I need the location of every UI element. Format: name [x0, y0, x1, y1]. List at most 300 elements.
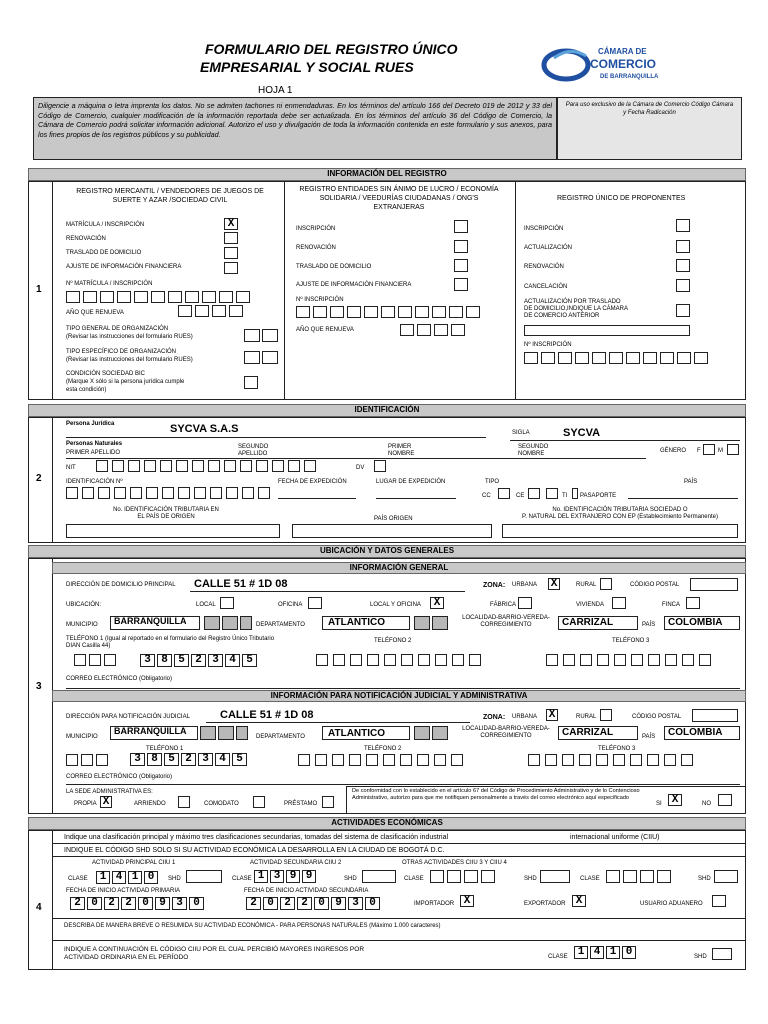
- persona-juridica-value[interactable]: SYCVA S.A.S: [170, 423, 239, 435]
- tel2-box[interactable]: [418, 654, 430, 666]
- s1-col2-check[interactable]: [454, 278, 468, 291]
- fecha-sec-box[interactable]: 2: [246, 897, 261, 910]
- tel2b-box[interactable]: [451, 754, 463, 766]
- fecha-sec-box[interactable]: 9: [331, 897, 346, 910]
- s1-col1-label: MATRÍCULA / INSCRIPCIÓN: [66, 222, 145, 228]
- s1-col3-label: Nº INSCRIPCIÓN: [524, 342, 572, 348]
- pais-origen-box[interactable]: [292, 524, 492, 538]
- mun-code-box[interactable]: [240, 616, 252, 630]
- ciiu3-box[interactable]: [430, 870, 444, 883]
- fecha-sec-box[interactable]: 0: [314, 897, 329, 910]
- fecha-ppal-box[interactable]: 0: [87, 897, 102, 910]
- fabrica-box[interactable]: [518, 597, 532, 609]
- s1-col3-label: ACTUALIZACIÓN: [524, 245, 573, 251]
- trib-ep-1: No. IDENTIFICACIÓN TRIBUTARIA SOCIEDAD O: [552, 507, 688, 513]
- comodato-label: COMODATO: [204, 801, 239, 807]
- tel3-label: TELÉFONO 3: [612, 638, 650, 644]
- s1-col1-check[interactable]: [224, 232, 238, 244]
- s4-line-4: [52, 940, 746, 941]
- tel2b-box[interactable]: [434, 754, 446, 766]
- nit-box[interactable]: [112, 460, 124, 472]
- dep-code-box[interactable]: [432, 616, 448, 630]
- matricula-box[interactable]: X: [224, 218, 238, 230]
- ce-box[interactable]: [528, 488, 540, 499]
- id-number-box[interactable]: [130, 487, 142, 499]
- ciiu3-box[interactable]: [447, 870, 461, 883]
- fecha-ppal-box[interactable]: 0: [138, 897, 153, 910]
- fecha-ppal-box[interactable]: 3: [172, 897, 187, 910]
- tel1b-digit-box[interactable]: 4: [215, 753, 230, 766]
- inscripcion3-num-box[interactable]: [677, 352, 691, 364]
- no-box[interactable]: [718, 794, 732, 806]
- shd-box-3[interactable]: [540, 870, 570, 883]
- vivienda-label: VIVIENDA: [576, 602, 605, 608]
- id-number-box[interactable]: [66, 487, 78, 499]
- segundo-apellido-label: SEGUNDO APELLIDO: [238, 444, 269, 457]
- ciiu1-box[interactable]: 1: [128, 871, 142, 884]
- tel3b-box[interactable]: [596, 754, 608, 766]
- si-label: SI: [656, 801, 662, 807]
- s1-col3-label: RENOVACIÓN: [524, 264, 564, 270]
- localidad-value[interactable]: CARRIZAL: [562, 617, 614, 628]
- clase-label-3: CLASE: [404, 876, 424, 882]
- inscripcion3-num-box[interactable]: [575, 352, 589, 364]
- otras-actividades-label: OTRAS ACTIVIDADES CIIU 3 Y CIIU 4: [402, 860, 507, 866]
- s1-col3-check[interactable]: [676, 259, 690, 272]
- vivienda-box[interactable]: [612, 597, 626, 609]
- id-number-box[interactable]: [98, 487, 110, 499]
- shd-box-1[interactable]: [186, 870, 222, 883]
- ciiu4-box[interactable]: [657, 870, 671, 883]
- municipio-value-2[interactable]: BARRANQUILLA: [114, 726, 187, 736]
- tel2b-box[interactable]: [366, 754, 378, 766]
- arriendo-label: ARRIENDO: [134, 801, 166, 807]
- matricula-num-box[interactable]: [83, 291, 97, 303]
- inscripcion-num-box[interactable]: [313, 306, 327, 318]
- rural-box-2[interactable]: [600, 709, 612, 721]
- s1-col2-check[interactable]: [454, 259, 468, 272]
- urbana-label-2: URBANA: [512, 714, 538, 720]
- tel1-blank-box[interactable]: [89, 654, 101, 666]
- mayores-ciiu-box[interactable]: 0: [622, 946, 636, 959]
- inscripcion-num-box[interactable]: [466, 306, 480, 318]
- cpostal-label: CÓDIGO POSTAL: [630, 582, 680, 588]
- ti-box[interactable]: [546, 488, 558, 499]
- fecha-exp-line: [278, 498, 356, 499]
- tel3b-box[interactable]: [681, 754, 693, 766]
- pasaporte-box[interactable]: [572, 488, 578, 499]
- s1-col2-label: AJUSTE DE INFORMACIÓN FINANCIERA: [296, 282, 412, 288]
- tel2-box[interactable]: [469, 654, 481, 666]
- tel1-digit-box[interactable]: 3: [208, 654, 223, 667]
- tel2b-box[interactable]: [332, 754, 344, 766]
- s4-line-3: [52, 918, 746, 919]
- tel1b-digit-box[interactable]: 5: [232, 753, 247, 766]
- ciiu2-box[interactable]: 9: [302, 870, 316, 883]
- fecha-sec-box[interactable]: 0: [365, 897, 380, 910]
- genero-m-box[interactable]: [727, 444, 739, 455]
- office-use-text: Para uso exclusivo de la Cámara de Comercio Código Cámara y Fecha Radicación: [565, 102, 734, 116]
- mun-code-box[interactable]: [204, 616, 220, 630]
- mayores-ciiu-box[interactable]: 4: [590, 946, 604, 959]
- tel2b-box[interactable]: [417, 754, 429, 766]
- tel3b-box[interactable]: [528, 754, 540, 766]
- camara-anterior-box[interactable]: [524, 325, 690, 336]
- fecha-sec-box[interactable]: 2: [297, 897, 312, 910]
- tel1-digit-box[interactable]: 5: [174, 654, 189, 667]
- s1-col2-head: REGISTRO ENTIDADES SIN ÁNIMO DE LUCRO / ECONOMÍA SOLIDARIA / VEEDURÍAS CIUDADANAS / ONG'S EXTRANJERAS: [299, 186, 499, 211]
- matricula-num-box[interactable]: [151, 291, 165, 303]
- personas-naturales-label: Personas Naturales: [66, 441, 123, 447]
- nit-box[interactable]: [288, 460, 300, 472]
- s1-col2-check[interactable]: [454, 240, 468, 253]
- tel2-box[interactable]: [367, 654, 379, 666]
- nit-box[interactable]: [208, 460, 220, 472]
- tel2b-box[interactable]: [400, 754, 412, 766]
- mayores-2: ACTIVIDAD ORDINARIA EN EL PERÍODO: [64, 954, 189, 961]
- tel3-box[interactable]: [563, 654, 575, 666]
- tel3b-box[interactable]: [647, 754, 659, 766]
- anio-renueva-box[interactable]: [178, 305, 192, 317]
- nit-box[interactable]: [304, 460, 316, 472]
- trib-ep-box[interactable]: [502, 524, 738, 538]
- tel3-box[interactable]: [580, 654, 592, 666]
- form-title-line2: EMPRESARIAL Y SOCIAL RUES: [200, 59, 414, 75]
- tel3b-box[interactable]: [579, 754, 591, 766]
- fecha-ppal-box[interactable]: 9: [155, 897, 170, 910]
- nit-box[interactable]: [128, 460, 140, 472]
- id-number-box[interactable]: [258, 487, 270, 499]
- nit-box[interactable]: [256, 460, 268, 472]
- tel3-box[interactable]: [614, 654, 626, 666]
- s1-org-box[interactable]: [262, 351, 278, 364]
- tel2-box[interactable]: [401, 654, 413, 666]
- s1-org-box[interactable]: [244, 351, 260, 364]
- subbar-notificacion: INFORMACIÓN PARA NOTIFICACIÓN JUDICIAL Y ADMINISTRATIVA: [52, 690, 746, 702]
- tel2b-box[interactable]: [298, 754, 310, 766]
- inscripcion-num-box[interactable]: [381, 306, 395, 318]
- anio-renueva2-box[interactable]: [400, 324, 414, 336]
- correo-line-2: [66, 784, 740, 785]
- tel3-box[interactable]: [699, 654, 711, 666]
- pais-value-1[interactable]: COLOMBIA: [668, 617, 723, 628]
- propia-label: PROPIA: [74, 801, 97, 807]
- inscripcion-num-box[interactable]: [364, 306, 378, 318]
- bic-box[interactable]: [244, 376, 258, 389]
- municipio-value[interactable]: BARRANQUILLA: [114, 616, 187, 626]
- ciiu1-box[interactable]: 1: [96, 871, 110, 884]
- matricula-num-box[interactable]: [202, 291, 216, 303]
- nit-box[interactable]: [160, 460, 172, 472]
- prestamo-box[interactable]: [322, 796, 334, 808]
- shd-label-2: SHD: [344, 876, 357, 882]
- nit-box[interactable]: [176, 460, 188, 472]
- s1-col1-label: TRASLADO DE DOMICILIO: [66, 250, 142, 256]
- departamento-value[interactable]: ATLANTICO: [328, 617, 386, 628]
- tel2-label: TELÉFONO 2: [374, 638, 412, 644]
- tel1-digit-box[interactable]: 4: [225, 654, 240, 667]
- no-label: NO: [702, 801, 711, 807]
- mun-code-box-2[interactable]: [218, 726, 234, 740]
- mayores-ingresos-label: [64, 946, 364, 962]
- tel1-digit-box[interactable]: 8: [157, 654, 172, 667]
- inscripcion-num-box[interactable]: [347, 306, 361, 318]
- ciiu4-box[interactable]: [606, 870, 620, 883]
- nit-box[interactable]: [96, 460, 108, 472]
- tel3b-box[interactable]: [562, 754, 574, 766]
- cc-box[interactable]: [498, 488, 510, 499]
- cc-label: CC: [482, 493, 491, 499]
- notice-text: Diligencie a máquina o letra imprenta los datos. No se admiten tachones ni enmendaduras. En los términos del artículo 166 del Decreto 019 de 2012 y 33 del Código de Comercio, cualquier modificación de la información reportada debe ser actualizada. En los términos del artículo 36 del Código de Comercio, la Cámara de Comercio podrá solicitar información adicional. Autorizo el uso y divulgación de toda la información contenida en este formulario y sus anexos, para los fines propios de los registros públicos y su publicidad.: [38, 101, 552, 139]
- tel2-box[interactable]: [384, 654, 396, 666]
- tel1b-blank-box[interactable]: [66, 754, 78, 766]
- shd-label-4: SHD: [698, 876, 711, 882]
- shd-box-4[interactable]: [714, 870, 738, 883]
- tel3b-box[interactable]: [613, 754, 625, 766]
- s1-col1-label: (Revisar las instrucciones del formulario RUES): [66, 357, 193, 363]
- inscripcion3-num-box[interactable]: [643, 352, 657, 364]
- urbana-box[interactable]: X: [548, 578, 560, 590]
- tel2b-box[interactable]: [383, 754, 395, 766]
- s1-col3-check[interactable]: [676, 304, 690, 317]
- ciiu3-box[interactable]: [464, 870, 478, 883]
- id-number-box[interactable]: [114, 487, 126, 499]
- nit-box[interactable]: [272, 460, 284, 472]
- tel1-digit-box[interactable]: 5: [242, 654, 257, 667]
- arriendo-box[interactable]: [178, 796, 190, 808]
- mun-code-box-2[interactable]: [200, 726, 216, 740]
- tel2-box[interactable]: [435, 654, 447, 666]
- primer-apellido-label: PRIMER APELLIDO: [66, 450, 121, 456]
- inscripcion-num-box[interactable]: [449, 306, 463, 318]
- mayores-shd-box[interactable]: [712, 948, 732, 960]
- fecha-ppal-box[interactable]: 0: [189, 897, 204, 910]
- mun-code-box-2[interactable]: [236, 726, 248, 740]
- s1-col2-label: INSCRIPCIÓN: [296, 226, 336, 232]
- genero-label: GÉNERO: [660, 448, 687, 454]
- localidad-value-2[interactable]: CARRIZAL: [562, 727, 614, 738]
- fecha-ppal-box[interactable]: 2: [104, 897, 119, 910]
- prestamo-label: PRÉSTAMO: [284, 801, 318, 807]
- mayores-ciiu-box[interactable]: 1: [574, 946, 588, 959]
- tel1b-digit-box[interactable]: 3: [198, 753, 213, 766]
- genero-f-box[interactable]: [703, 444, 715, 455]
- anio-renueva2-box[interactable]: [434, 324, 448, 336]
- nit-box[interactable]: [240, 460, 252, 472]
- s1-org-box[interactable]: [244, 329, 260, 342]
- rural-label: RURAL: [576, 582, 597, 588]
- id-number-box[interactable]: [194, 487, 206, 499]
- tel1b-blank-box[interactable]: [81, 754, 93, 766]
- tel3b-box[interactable]: [664, 754, 676, 766]
- si-box[interactable]: X: [668, 794, 682, 806]
- tel1b-digit-box[interactable]: 3: [130, 753, 145, 766]
- fecha-sec-box[interactable]: 3: [348, 897, 363, 910]
- pais-value-2[interactable]: COLOMBIA: [668, 727, 723, 738]
- s1-col2-check[interactable]: [454, 220, 468, 233]
- departamento-label-2: DEPARTAMENTO: [256, 734, 305, 740]
- local-oficina-box[interactable]: X: [430, 597, 444, 609]
- nit-box[interactable]: [224, 460, 236, 472]
- tel2b-box[interactable]: [315, 754, 327, 766]
- tel1b-digit-box[interactable]: 8: [147, 753, 162, 766]
- id-number-box[interactable]: [162, 487, 174, 499]
- tel2b-box[interactable]: [349, 754, 361, 766]
- inscripcion3-num-box[interactable]: [592, 352, 606, 364]
- dir-not-value[interactable]: CALLE 51 # 1D 08: [220, 709, 314, 721]
- tel3-box[interactable]: [648, 654, 660, 666]
- form-title-line1: FORMULARIO DEL REGISTRO ÚNICO: [205, 41, 458, 57]
- inscripcion-num-box[interactable]: [296, 306, 310, 318]
- tel3-box[interactable]: [597, 654, 609, 666]
- ciiu4-box[interactable]: [623, 870, 637, 883]
- finca-box[interactable]: [686, 597, 700, 609]
- fecha-ppal-box[interactable]: 2: [70, 897, 85, 910]
- dep-code-box-2[interactable]: [414, 726, 430, 740]
- trib-ep-label: [500, 507, 740, 521]
- clase-label-4: CLASE: [580, 876, 600, 882]
- id-number-box[interactable]: [242, 487, 254, 499]
- tel1b-digit-box[interactable]: 5: [164, 753, 179, 766]
- persona-juridica-label: Persona Jurídica: [66, 421, 115, 427]
- departamento-value-2[interactable]: ATLANTICO: [328, 728, 386, 739]
- fecha-ppal-box[interactable]: 2: [121, 897, 136, 910]
- mun-code-box[interactable]: [222, 616, 238, 630]
- matricula-num-box[interactable]: [134, 291, 148, 303]
- trib-origen-box[interactable]: [66, 524, 280, 538]
- s1-org-box[interactable]: [262, 329, 278, 342]
- matricula-num-box[interactable]: [66, 291, 80, 303]
- comodato-box[interactable]: [253, 796, 265, 808]
- inscripcion3-num-box[interactable]: [558, 352, 572, 364]
- inscripcion3-num-box[interactable]: [609, 352, 623, 364]
- ciiu3-box[interactable]: [481, 870, 495, 883]
- nit-box[interactable]: [144, 460, 156, 472]
- dir-value[interactable]: CALLE 51 # 1D 08: [194, 578, 288, 590]
- id-number-box[interactable]: [210, 487, 222, 499]
- local-box[interactable]: [220, 597, 234, 609]
- matricula-num-box[interactable]: [100, 291, 114, 303]
- tel3b-box[interactable]: [630, 754, 642, 766]
- tel2-box[interactable]: [350, 654, 362, 666]
- tel1b-blank-box[interactable]: [96, 754, 108, 766]
- s1-col3-check[interactable]: [676, 240, 690, 253]
- tel1-digit-box[interactable]: 2: [191, 654, 206, 667]
- dep-code-box[interactable]: [414, 616, 430, 630]
- trib-origen-1: No. IDENTIFICACIÓN TRIBUTARIA EN: [113, 507, 219, 513]
- importador-box[interactable]: X: [460, 895, 474, 907]
- tel2-box[interactable]: [316, 654, 328, 666]
- id-number-box[interactable]: [226, 487, 238, 499]
- tel1b-digit-box[interactable]: 2: [181, 753, 196, 766]
- ubicacion-label: UBICACIÓN:: [66, 602, 102, 608]
- tel1-digit-box[interactable]: 3: [140, 654, 155, 667]
- tel1-blank-box[interactable]: [74, 654, 86, 666]
- tel3-box[interactable]: [682, 654, 694, 666]
- ciiu4-box[interactable]: [640, 870, 654, 883]
- oficina-box[interactable]: [308, 597, 322, 609]
- sigla-value[interactable]: SYCVA: [563, 427, 601, 439]
- inscripcion-num-box[interactable]: [330, 306, 344, 318]
- s1-col1-label: esta condición): [66, 387, 107, 393]
- s4-line-2: [52, 856, 746, 857]
- shd-box-2[interactable]: [362, 870, 396, 883]
- cpostal-box-2[interactable]: [692, 709, 738, 722]
- anio-renueva-box[interactable]: [212, 305, 226, 317]
- tel3-box[interactable]: [665, 654, 677, 666]
- ciiu2-box[interactable]: 3: [270, 870, 284, 883]
- logo-text-3: DE BARRANQUILLA: [600, 74, 659, 80]
- id-number-box[interactable]: [178, 487, 190, 499]
- matricula-num-box[interactable]: [185, 291, 199, 303]
- matricula-num-box[interactable]: [219, 291, 233, 303]
- tel2-box[interactable]: [333, 654, 345, 666]
- s1-col1-check[interactable]: [224, 247, 238, 259]
- ciiu1-box[interactable]: 0: [144, 871, 158, 884]
- urbana-box-2[interactable]: X: [546, 709, 558, 721]
- shd-note: INDIQUE EL CÓDIGO SHD SOLO SI SU ACTIVIDAD ECONÓMICA LA DESARROLLA EN LA CIUDAD DE BOGOTÁ D.C.: [64, 847, 445, 854]
- inscripcion3-num-box[interactable]: [660, 352, 674, 364]
- usuario-aduanero-box[interactable]: [712, 895, 726, 907]
- matricula-num-box[interactable]: [236, 291, 250, 303]
- s1-col3-label: CANCELACIÓN: [524, 284, 568, 290]
- ciiu1-box[interactable]: 4: [112, 871, 126, 884]
- id-number-box[interactable]: [146, 487, 158, 499]
- inscripcion3-num-box[interactable]: [524, 352, 538, 364]
- anio-renueva-box[interactable]: [195, 305, 209, 317]
- fecha-sec-box[interactable]: 2: [280, 897, 295, 910]
- cpostal-box[interactable]: [690, 578, 738, 591]
- dv-box[interactable]: [374, 460, 386, 472]
- inscripcion-num-box[interactable]: [398, 306, 412, 318]
- s1-col1-check[interactable]: [224, 262, 238, 274]
- tel3-box[interactable]: [546, 654, 558, 666]
- trib-origen-2: EL PAÍS DE ORIGEN: [137, 514, 195, 520]
- tel2-box[interactable]: [452, 654, 464, 666]
- s1-col3-check[interactable]: [676, 219, 690, 232]
- inscripcion-num-box[interactable]: [415, 306, 429, 318]
- ciiu2-box[interactable]: 9: [286, 870, 300, 883]
- inscripcion-num-box[interactable]: [432, 306, 446, 318]
- fecha-expedicion-label: FECHA DE EXPEDICIÓN: [278, 479, 347, 485]
- s1-col3-label: DE DOMICILIO,INDIQUE LA CÁMARA: [524, 306, 629, 312]
- inscripcion3-num-box[interactable]: [626, 352, 640, 364]
- anio-renueva2-box[interactable]: [417, 324, 431, 336]
- clase-label-2: CLASE: [232, 876, 252, 882]
- anio-renueva2-box[interactable]: [451, 324, 465, 336]
- exportador-box[interactable]: X: [572, 895, 586, 907]
- nit-box[interactable]: [192, 460, 204, 472]
- dir-not-label: DIRECCIÓN PARA NOTIFICACIÓN JUDICIAL: [66, 714, 190, 720]
- tel3b-box[interactable]: [545, 754, 557, 766]
- s1-col3-label: ACTUALIZACIÓN POR TRASLADO: [524, 299, 621, 305]
- tel3-box[interactable]: [631, 654, 643, 666]
- matricula-num-box[interactable]: [168, 291, 182, 303]
- inscripcion3-num-box[interactable]: [694, 352, 708, 364]
- id-number-box[interactable]: [82, 487, 94, 499]
- tel1-blank-box[interactable]: [104, 654, 116, 666]
- matricula-num-box[interactable]: [117, 291, 131, 303]
- mayores-ciiu-box[interactable]: 1: [606, 946, 620, 959]
- ciiu2-box[interactable]: 1: [254, 870, 268, 883]
- propia-box[interactable]: X: [100, 796, 112, 808]
- rural-box[interactable]: [600, 578, 612, 590]
- dep-code-box-2[interactable]: [432, 726, 448, 740]
- inscripcion3-num-box[interactable]: [541, 352, 555, 364]
- s1-col3-check[interactable]: [676, 279, 690, 292]
- fecha-sec-box[interactable]: 0: [263, 897, 278, 910]
- anio-renueva-box[interactable]: [229, 305, 243, 317]
